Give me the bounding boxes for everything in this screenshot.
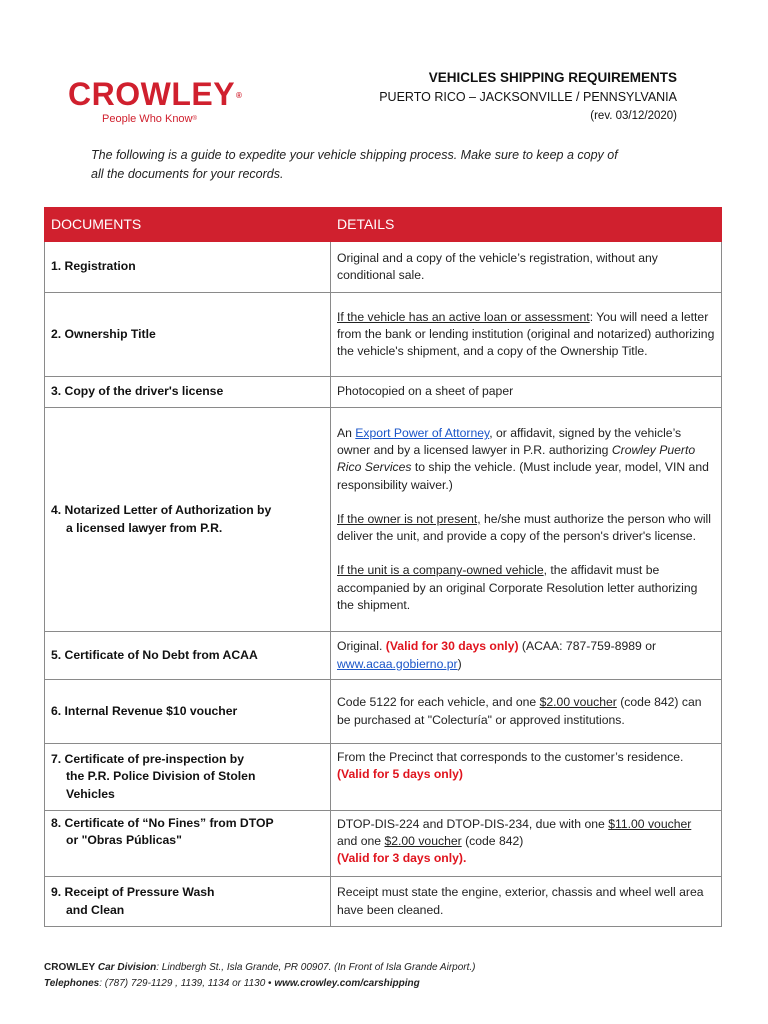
footer-contact-line: Telephones: (787) 729-1129 , 1139, 1134 or 1130 • www.crowley.com/carshipping <box>44 978 420 989</box>
page-title: VEHICLES SHIPPING REQUIREMENTS <box>428 70 677 85</box>
document-details: If the vehicle has an active loan or assessment: You will need a letter from the bank or lending institution (original and notarized) authorizing the vehicle's shipment, and a copy of the Ownership Title. <box>331 293 722 377</box>
table-row <box>45 408 722 632</box>
crowley-logo <box>68 78 268 125</box>
document-name: 3. Copy of the driver's license <box>45 377 331 408</box>
document-details: Receipt must state the engine, exterior, chassis and wheel well area have been cleaned. <box>331 877 722 927</box>
table-row <box>45 242 722 293</box>
table-row <box>45 632 722 680</box>
document-header <box>379 68 677 125</box>
validity-notice: (Valid for 3 days only). <box>337 851 467 866</box>
table-row <box>45 744 722 811</box>
table-row <box>45 811 722 877</box>
document-details: Original and a copy of the vehicle’s registration, without any conditional sale. <box>331 242 722 293</box>
car-shipping-website-link[interactable]: www.crowley.com/carshipping <box>274 978 420 989</box>
route-subtitle: PUERTO RICO – JACKSONVILLE / PENNSYLVANIA <box>379 90 677 104</box>
acaa-website-link[interactable]: www.acaa.gobierno.pr <box>337 656 458 671</box>
document-details: Code 5122 for each vehicle, and one $2.00 voucher (code 842) can be purchased at "Colecturía" or approved institutions. <box>331 680 722 744</box>
intro-paragraph: The following is a guide to expedite your vehicle shipping process. Make sure to keep a copy of all the documents for your records. <box>91 148 618 181</box>
document-details: Photocopied on a sheet of paper <box>331 377 722 408</box>
bullet-separator: • <box>268 978 272 989</box>
document-details: Original. (Valid for 30 days only) (ACAA: 787-759-8989 or www.acaa.gobierno.pr) <box>331 632 722 680</box>
document-name: 9. Receipt of Pressure Wash and Clean <box>45 877 331 927</box>
document-name: 8. Certificate of “No Fines” from DTOP or "Obras Públicas" <box>45 811 331 877</box>
document-name: 7. Certificate of pre-inspection by the P.R. Police Division of Stolen Vehicles <box>45 744 331 811</box>
requirements-table <box>44 207 722 927</box>
document-name: 4. Notarized Letter of Authorization by a licensed lawyer from P.R. <box>45 408 331 632</box>
logo-wordmark: CROWLEY® <box>68 76 243 112</box>
page-footer <box>44 960 475 992</box>
documents-column-header: DOCUMENTS <box>45 208 331 242</box>
details-column-header: DETAILS <box>331 208 722 242</box>
document-name: 1. Registration <box>45 242 331 293</box>
revision-date: (rev. 03/12/2020) <box>590 110 677 122</box>
table-row <box>45 377 722 408</box>
document-details: DTOP-DIS-224 and DTOP-DIS-234, due with one $11.00 voucher and one $2.00 voucher (code 842) (Valid for 3 days only). <box>331 811 722 877</box>
document-details: An Export Power of Attorney, or affidavit, signed by the vehicle’s owner and by a licensed lawyer in P.R. authorizing Crowley Puerto Rico Services to ship the vehicle. (Must include year, model, VIN and responsibility waiver.) If the owner is not present, he/she must authorize the person who will deliver the unit, and provide a copy of the person's driver's license. If the unit is a company-owned vehicle, the affidavit must be accompanied by an original Corporate Resolution letter authorizing the shipment. <box>331 408 722 632</box>
logo-tagline: People Who Know® <box>102 113 197 125</box>
validity-notice: (Valid for 5 days only) <box>337 767 463 782</box>
document-name: 2. Ownership Title <box>45 293 331 377</box>
table-row <box>45 877 722 927</box>
document-name: 6. Internal Revenue $10 voucher <box>45 680 331 744</box>
table-header-row <box>45 208 722 242</box>
export-power-of-attorney-link[interactable]: Export Power of Attorney <box>355 426 490 441</box>
footer-address-line: CROWLEY Car Division: Lindbergh St., Isla Grande, PR 00907. (In Front of Isla Grande Airport.) <box>44 962 476 973</box>
table-row <box>45 293 722 377</box>
validity-notice: (Valid for 30 days only) <box>385 639 519 654</box>
document-name: 5. Certificate of No Debt from ACAA <box>45 632 331 680</box>
document-details: From the Precinct that corresponds to the customer’s residence. (Valid for 5 days only) <box>331 744 722 811</box>
table-row <box>45 680 722 744</box>
